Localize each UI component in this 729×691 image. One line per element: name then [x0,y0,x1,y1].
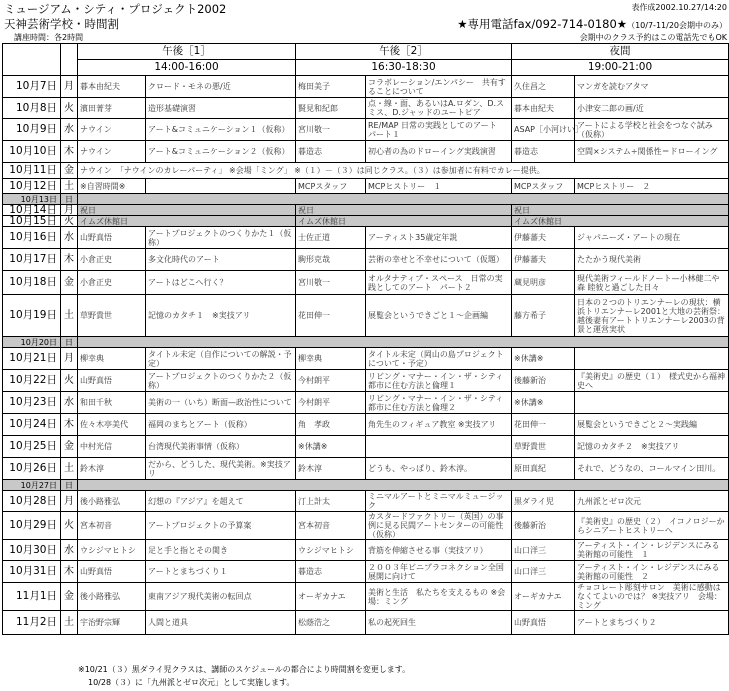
class-title-cell: 展覧会というできごと２～実践編 [575,414,729,436]
schedule-title: 天神芸術学校・時間割 [4,17,119,31]
class-title-cell [575,392,729,414]
class-title-cell: アートプロジェクトのつくりかた１（仮称） [146,227,296,249]
closure-label: 祝日 [296,205,512,216]
instructor-cell: 後小路雅弘 [78,583,146,611]
instructor-cell: ※休講※ [512,392,575,414]
event-description: ナウイン 「ナウインのカレーパーティ」 ※会場「ミング」 ※（１）－（３）は同じクラス。（３）は参加者に有料でカレー提供。 [78,163,729,179]
date-cell: 10月12日 [3,179,61,194]
date-cell: 10月29日 [3,512,61,540]
class-title-cell: 点・線・面、あるいはA.ロダン、D.スミス、D.ジャッドのユートピア [366,98,512,119]
table-row [3,491,729,512]
instructor-cell: 鈴木淳 [78,458,146,480]
class-title-cell: コラボレーション/エンパシー 共有することについて [366,76,512,98]
weekday-cell: 土 [61,295,78,337]
instructor-cell: 後小路雅弘 [78,491,146,512]
class-title-cell: アートとまちづくり２ [575,611,729,635]
date-cell: 10月15日 [3,216,61,227]
class-title-cell: アーティスト・イン・レジデンスにみる美術館の可能性 ２ [575,561,729,583]
class-title-cell: 多文化時代のアート [146,249,296,271]
weekday-cell: 金 [61,583,78,611]
class-title-cell: ジャパニーズ・アートの現在 [575,227,729,249]
weekday-cell: 土 [61,179,78,194]
date-cell: 11月2日 [3,611,61,635]
class-title-cell: タイトル未定（自作についての解説・予定） [146,348,296,370]
instructor-cell: ウシジマヒトシ [296,540,366,561]
date-cell: 10月11日 [3,163,61,179]
class-title-cell: 私の起死回生 [366,611,512,635]
weekday-cell: 木 [61,249,78,271]
weekday-cell: 土 [61,458,78,480]
class-title-cell [366,436,512,458]
weekday-cell: 月 [61,205,78,216]
class-title-cell: クロード・モネの悪/近 [146,76,296,98]
instructor-cell: MCPスタッフ [512,179,575,194]
project-title: ミュージアム・シティ・プロジェクト2002 [4,2,227,16]
instructor-cell: 士佐正道 [296,227,366,249]
class-title-cell: 東南アジア現代美術の転回点 [146,583,296,611]
weekday-cell: 木 [61,561,78,583]
weekday-cell: 水 [61,540,78,561]
empty-cell [78,337,729,348]
weekday-cell: 日 [61,480,78,491]
instructor-cell: 山口洋三 [512,561,575,583]
corner-cell [61,44,78,76]
table-row [3,271,729,295]
period-2-name: 午後［2］ [296,44,512,60]
class-title-cell: マンガを読むアタマ [575,76,729,98]
class-title-cell: ミニマルアートとミニマルミュージック [366,491,512,512]
class-title-cell: 幻想の『アジア』を超えて [146,491,296,512]
class-title-cell: 九州派とゼロ次元 [575,491,729,512]
instructor-cell: ※自習時間※ [78,179,146,194]
instructor-cell: 濱田菁芽 [78,98,146,119]
class-title-cell [146,179,296,194]
instructor-cell: 和田千秋 [78,392,146,414]
class-title-cell: 記憶のカタチ１ ※実技アリ [146,295,296,337]
instructor-cell: 宇治野宗輝 [78,611,146,635]
date-cell: 10月14日 [3,205,61,216]
table-row [3,480,729,491]
instructor-cell: 今村朗平 [296,370,366,392]
class-title-cell: 初心者の為のドローイング実践演習 [366,141,512,163]
weekday-cell: 金 [61,163,78,179]
table-row [3,227,729,249]
closure-label: イムズ休館日 [296,216,512,227]
table-row [3,76,729,98]
instructor-cell: ウシジマヒトシ [78,540,146,561]
date-cell: 10月20日 [3,337,61,348]
date-cell: 10月8日 [3,98,61,119]
weekday-cell: 日 [61,337,78,348]
class-title-cell: 足と手と指とその関き [146,540,296,561]
date-cell: 10月7日 [3,76,61,98]
instructor-cell: ナウイン [78,141,146,163]
date-cell: 10月18日 [3,271,61,295]
instructor-cell: 山口洋三 [512,540,575,561]
class-title-cell: それで、どうなの、コールマイン田川。 [575,458,729,480]
instructor-cell: 山野真悟 [512,611,575,635]
instructor-cell: 伊藤蕃夫 [512,249,575,271]
class-title-cell: 美術と生活 私たちを支えるもの ※会場：ミング [366,583,512,611]
empty-cell [78,194,729,205]
class-title-cell: タイトル未定（岡山の島プロジェクトについて・予定） [366,348,512,370]
phone-line [457,16,727,32]
weekday-cell: 土 [61,611,78,635]
table-row [3,392,729,414]
closure-label: 祝日 [78,205,296,216]
class-title-cell: アート&コミュニケーション２（仮称） [146,141,296,163]
instructor-cell: 今村朗平 [296,392,366,414]
phone-period-note: （10/7-11/20会期中のみ） [627,21,727,30]
date-cell: 10月10日 [3,141,61,163]
instructor-cell: ASAP［小河けい］ [512,119,575,141]
table-row [3,119,729,141]
table-row [3,348,729,370]
instructor-cell: 暮造志 [296,141,366,163]
instructor-cell: 角 孝政 [296,414,366,436]
class-title-cell: 人間と道具 [146,611,296,635]
table-row [3,98,729,119]
instructor-cell: 草野貴世 [78,295,146,337]
instructor-cell: 後藤新治 [512,512,575,540]
weekday-cell: 火 [61,98,78,119]
instructor-cell: 小倉正史 [78,271,146,295]
date-cell: 10月31日 [3,561,61,583]
weekday-cell: 水 [61,227,78,249]
class-title-cell: アート&コミュニケーション１（仮称） [146,119,296,141]
class-title-cell: アートプロジェクトの予算案 [146,512,296,540]
table-row [3,512,729,540]
instructor-cell: ナウイン [78,119,146,141]
date-cell: 10月27日 [3,480,61,491]
closure-label: イムズ休館日 [512,216,729,227]
class-title-cell: 『美術史』の歴史（１） 様式史から福神史へ [575,370,729,392]
table-row [3,295,729,337]
table-row [3,370,729,392]
instructor-cell: 伊藤蕃夫 [512,227,575,249]
class-title-cell: 現代美術フィールドノート—小林健二や森 睦彼と過ごした日々 [575,271,729,295]
class-title-cell: アートはどこへ行く？ [146,271,296,295]
table-row [3,337,729,348]
weekday-cell: 火 [61,370,78,392]
instructor-cell: 松蔭浩之 [296,611,366,635]
class-title-cell: オルタナティブ・スペース 日常の実践としてのアート パート２ [366,271,512,295]
weekday-cell: 月 [61,491,78,512]
class-title-cell: アーティスト・イン・レジデンスにみる美術館の可能性 １ [575,540,729,561]
class-title-cell: アートとまちづくり１ [146,561,296,583]
weekday-cell: 日 [61,194,78,205]
instructor-cell: 黒ダライ児 [512,491,575,512]
created-stamp: 表作成2002.10.27/14:20 [631,3,727,12]
class-title-cell [575,348,729,370]
instructor-cell: 駒形克哉 [296,249,366,271]
instructor-cell: MCPスタッフ [296,179,366,194]
weekday-cell: 水 [61,392,78,414]
date-cell: 10月13日 [3,194,61,205]
class-title-cell: 展覧会というできごと１～企画編 [366,295,512,337]
date-cell: 10月22日 [3,370,61,392]
table-row [3,583,729,611]
class-title-cell: アートプロジェクトのつくりかた２（仮称） [146,370,296,392]
timetable [2,43,729,635]
instructor-cell: 久住昌之 [512,76,575,98]
instructor-cell: 柳幸典 [78,348,146,370]
table-row [3,414,729,436]
instructor-cell: 原田真紀 [512,458,575,480]
instructor-cell: 柳幸典 [296,348,366,370]
reservation-note: 会期中のクラス予約はこの電話先でもOK [579,33,727,42]
instructor-cell: 中村光信 [78,436,146,458]
table-row [3,205,729,216]
class-title-cell: 日本の２つのトリエンナーレの現状：横浜トリエンナーレ2001と大地の芸術祭：越後妻有アートトリエンナーレ2003の背景と運営実状 [575,295,729,337]
class-title-cell: 造形基礎演習 [146,98,296,119]
class-title-cell: 芸術の幸せと不幸せについて（仮題） [366,249,512,271]
table-row [3,540,729,561]
instructor-cell: オーギカナエ [512,583,575,611]
class-title-cell: たたかう現代美術 [575,249,729,271]
footnotes [78,665,411,689]
period-3-time: 19:00-21:00 [512,60,729,76]
closure-label: 祝日 [512,205,729,216]
table-row [3,249,729,271]
period-3-name: 夜間 [512,44,729,60]
class-title-cell: ２００３年ビニプラコネクション全国展開に向けて [366,561,512,583]
empty-cell [78,480,729,491]
date-cell: 10月24日 [3,414,61,436]
instructor-cell: 山野真悟 [78,227,146,249]
class-title-cell: MCPヒストリー １ [366,179,512,194]
date-cell: 10月30日 [3,540,61,561]
class-title-cell: 台湾現代美術事情（仮称） [146,436,296,458]
weekday-cell: 火 [61,512,78,540]
instructor-cell: オーギカナエ [296,583,366,611]
class-title-cell: 記憶のカタチ２ ※実技アリ [575,436,729,458]
instructor-cell: 暮本由紀夫 [512,98,575,119]
class-title-cell: 『美術史』の歴史（２） イコノロジーからシニアートヒストリーへ [575,512,729,540]
instructor-cell: 山野真悟 [78,561,146,583]
table-row [3,163,729,179]
footnote-1: ※10/21（３）黒ダライ児クラスは、講師のスケジュールの都合により時間割を変更します。 [78,665,411,674]
weekday-cell: 木 [61,414,78,436]
date-cell: 10月9日 [3,119,61,141]
instructor-cell: 後藤新治 [512,370,575,392]
table-row [3,436,729,458]
weekday-cell: 月 [61,348,78,370]
instructor-cell: 花田伸一 [512,414,575,436]
instructor-cell: ※休講※ [512,348,575,370]
period-1-time: 14:00-16:00 [78,60,296,76]
table-row [3,141,729,163]
instructor-cell: 草野貴世 [512,436,575,458]
weekday-cell: 火 [61,216,78,227]
instructor-cell: 暮造志 [512,141,575,163]
class-title-cell: アートによる学校と社会をつなぐ試み（仮称） [575,119,729,141]
class-title-cell: MCPヒストリー ２ [575,179,729,194]
instructor-cell: 小倉正史 [78,249,146,271]
instructor-cell: 梅田美子 [296,76,366,98]
date-cell: 10月17日 [3,249,61,271]
instructor-cell: ※休講※ [296,436,366,458]
date-cell: 10月16日 [3,227,61,249]
table-row [3,194,729,205]
instructor-cell: 暮本由紀夫 [78,76,146,98]
duration-note: 講座時間：各2時間 [14,33,84,42]
date-cell: 10月28日 [3,491,61,512]
instructor-cell: 山野真悟 [78,370,146,392]
table-row [3,216,729,227]
class-title-cell: RE/MAP 日常の実践としてのアート パート１ [366,119,512,141]
class-title-cell: どうも、やっぱり、鈴木淳。 [366,458,512,480]
date-cell: 10月25日 [3,436,61,458]
instructor-cell: 鈴木淳 [296,458,366,480]
weekday-cell: 金 [61,436,78,458]
instructor-cell: 蔵見明彦 [512,271,575,295]
class-title-cell: 背筋を伸縮させる事（実技アリ） [366,540,512,561]
instructor-cell: 宮本初音 [296,512,366,540]
class-title-cell: 小津安二郎の画/近 [575,98,729,119]
class-title-cell: チョコレート彫刻サロン 美術に感動はなくてよいのでは？ ※実技アリ 会場：ミング [575,583,729,611]
class-title-cell: カスタードファクトリー（英国）の事例に見る民間アートセンターの可能性（仮称） [366,512,512,540]
weekday-cell: 月 [61,76,78,98]
instructor-cell: 賢見和紀郎 [296,98,366,119]
class-title-cell: リビング・マナー・イン・ザ・シティ 都市に住む方法と倫理２ [366,392,512,414]
table-row [3,611,729,635]
date-cell: 10月19日 [3,295,61,337]
date-cell: 10月21日 [3,348,61,370]
class-title-cell: だから、どうした、現代美術。※実技アリ [146,458,296,480]
table-row [3,179,729,194]
class-title-cell: 角先生のフィギュア教室 ※実技アリ [366,414,512,436]
instructor-cell: 宮本初音 [78,512,146,540]
table-row [3,458,729,480]
weekday-cell: 金 [61,271,78,295]
phone-number: ★専用電話fax/092-714-0180★ [457,17,628,31]
instructor-cell: 汀上計太 [296,491,366,512]
instructor-cell: 花田伸一 [296,295,366,337]
instructor-cell: 藤方希子 [512,295,575,337]
page-header [2,0,727,44]
weekday-cell: 木 [61,141,78,163]
corner-cell [3,44,61,76]
instructor-cell: 暮造志 [296,561,366,583]
class-title-cell: アーティスト35歳定年説 [366,227,512,249]
class-title-cell: 美術の一（いち）断面—政治性について [146,392,296,414]
class-title-cell: リビング・マナー・イン・ザ・シティ 都市に住む方法と倫理１ [366,370,512,392]
class-title-cell: 福岡のまちとアート（仮称） [146,414,296,436]
instructor-cell: 宮川敬一 [296,271,366,295]
closure-label: イムズ休館日 [78,216,296,227]
instructor-cell: 宮川敬一 [296,119,366,141]
date-cell: 11月1日 [3,583,61,611]
instructor-cell: 佐々木亭美代 [78,414,146,436]
footnote-2: 10/28（３）に「九州派とゼロ次元」として実施します。 [88,678,295,687]
date-cell: 10月23日 [3,392,61,414]
date-cell: 10月26日 [3,458,61,480]
table-row [3,561,729,583]
weekday-cell: 水 [61,119,78,141]
class-title-cell: 空間×システム÷関係性＝ドローイング [575,141,729,163]
period-1-name: 午後［1］ [78,44,296,60]
period-2-time: 16:30-18:30 [296,60,512,76]
